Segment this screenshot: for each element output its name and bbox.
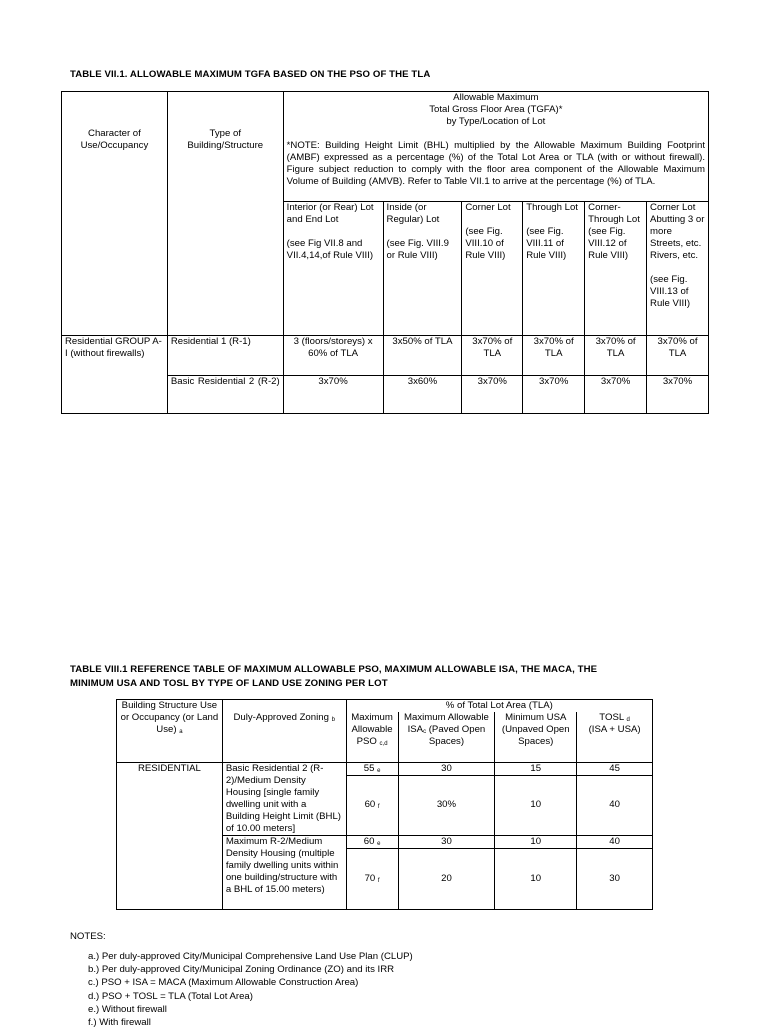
lot-type-inside: Inside (or Regular) Lot (see Fig. VIII.9 or Rule VIII) [383,202,462,336]
table1-note: *NOTE: Building Height Limit (BHL) multiplied by the Allowable Maximum Building Footprint (AMBF) expressed as a percentage (%) of the Total Lot Area or TLA (with or without firewall). Figure subject reduction to comply with the floor area component of the Allowable Maximum Volume of Building (AMVB). Refer to Table VII.1 to arrive at the percentage (%) of TLA. [286,140,705,187]
table2-usa: 10 [495,775,577,835]
table2-usa: 10 [495,835,577,848]
table1-cell: 3x70% [585,376,647,414]
table1-cell: 3x70% [647,376,709,414]
table2-isa: 30% [398,775,495,835]
table1-cell: 3x70% of TLA [585,336,647,376]
table2-pso: 70 $_f$ [346,848,398,909]
note-item: f.) With firewall [88,1017,151,1029]
table1-row-type: Residential 1 (R-1) [167,336,283,376]
table2-isa: 20 [398,848,495,909]
table2-pct-header: % of Total Lot Area (TLA) [346,700,652,713]
table2-isa: 30 [398,835,495,848]
table2-tosl: 30 [577,848,653,909]
table1-col-character: Character of Use/Occupancy [62,92,168,336]
allowable-line-3: by Type/Location of Lot [446,116,546,127]
allowable-line-2: Total Gross Floor Area (TGFA)* [429,104,563,115]
table1-row-type: Basic Residential 2 (R-2) [167,376,283,414]
table1-title: TABLE VII.1. ALLOWABLE MAXIMUM TGFA BASED ON THE PSO OF THE TLA [70,69,431,80]
lot-type-through: Through Lot (see Fig. VIII.11 of Rule VIII) [523,202,585,336]
table2-usa: 10 [495,848,577,909]
table2-pso: 60 $_f$ [346,775,398,835]
table2-pso: 55 $_e$ [346,762,398,775]
table2-isa: 30 [398,762,495,775]
table2-zone: Maximum R-2/Medium Density Housing (multiple family dwelling units within one building/structure with a BHL of 15.00 meters) [222,835,346,909]
table2-title: TABLE VIII.1 REFERENCE TABLE OF MAXIMUM ALLOWABLE PSO, MAXIMUM ALLOWABLE ISA, THE MACA, THE MINIMUM USA AND TOSL BY TYPE OF LAND USE ZONING PER LOT [70,664,598,689]
lot-type-corner-through: Corner-Through Lot (see Fig. VIII.12 of Rule VIII) [585,202,647,336]
table2-col-zoning: Duly-Approved Zoning $_b$ [222,700,346,763]
table1-cell: 3x70% [462,376,523,414]
lot-type-interior: Interior (or Rear) Lot and End Lot (see Fig VII.8 and VII.4,14,of Rule VIII) [283,202,383,336]
table2-tosl: 40 [577,835,653,848]
table1-cell: 3 (floors/storeys) x 60% of TLA [283,336,383,376]
table2-zone: Basic Residential 2 (R-2)/Medium Density Housing [single family dwelling unit with a Building Height Limit (BHL) of 10.00 meters] [222,762,346,835]
table2-col-tosl: TOSL $_d$ (ISA + USA) [577,712,653,762]
table1-cell: 3x70% [283,376,383,414]
table1-cell: 3x70% of TLA [523,336,585,376]
table2-header-row1 [117,700,653,713]
table2-col-pso: Maximum Allowable PSO $_{c,d}$ [346,712,398,762]
table1-row-r1 [62,336,709,376]
table2-tosl: 40 [577,775,653,835]
table1-group: Residential GROUP A-I (without firewalls) [62,336,168,414]
table2-pso: 60 $_e$ [346,835,398,848]
table2-row [117,762,653,775]
lot-type-corner-abutting: Corner Lot Abutting 3 or more Streets, etc. Rivers, etc. (see Fig. VIII.13 of Rule VIII) [647,202,709,336]
table1-col-allowable [283,92,708,202]
notes-heading: NOTES: [70,931,106,942]
note-item: b.) Per duly-approved City/Municipal Zoning Ordinance (ZO) and its IRR [88,964,395,976]
table2-col-usa: Minimum USA (Unpaved Open Spaces) [495,712,577,762]
table2-usa: 15 [495,762,577,775]
table1 [61,91,709,414]
table2-tosl: 45 [577,762,653,775]
table2 [116,699,653,910]
notes-list [70,950,413,1029]
table1-cell: 3x70% of TLA [462,336,523,376]
note-item: a.) Per duly-approved City/Municipal Comprehensive Land Use Plan (CLUP) [88,951,413,962]
table2-category: RESIDENTIAL [117,762,223,909]
note-item: d.) PSO + TOSL = TLA (Total Lot Area) [88,990,253,1002]
table1-cell: 3x50% of TLA [383,336,462,376]
table1-cell: 3x70% [523,376,585,414]
table2-col-isa: Maximum Allowable $ISA_c$ (Paved Open Spaces) [398,712,495,762]
note-item: c.) PSO + ISA = MACA (Maximum Allowable Construction Area) [88,977,359,989]
table1-header-row [62,92,709,202]
table2-col-building: Building Structure Use or Occupancy (or Land Use) $_a$ [117,700,223,763]
allowable-line-1: Allowable Maximum [453,92,539,103]
table1-cell: 3x70% of TLA [647,336,709,376]
lot-type-corner: Corner Lot (see Fig. VIII.10 of Rule VIII) [462,202,523,336]
table1-cell: 3x60% [383,376,462,414]
table1-col-type: Type of Building/Structure [167,92,283,336]
note-item: e.) Without firewall [88,1003,167,1015]
